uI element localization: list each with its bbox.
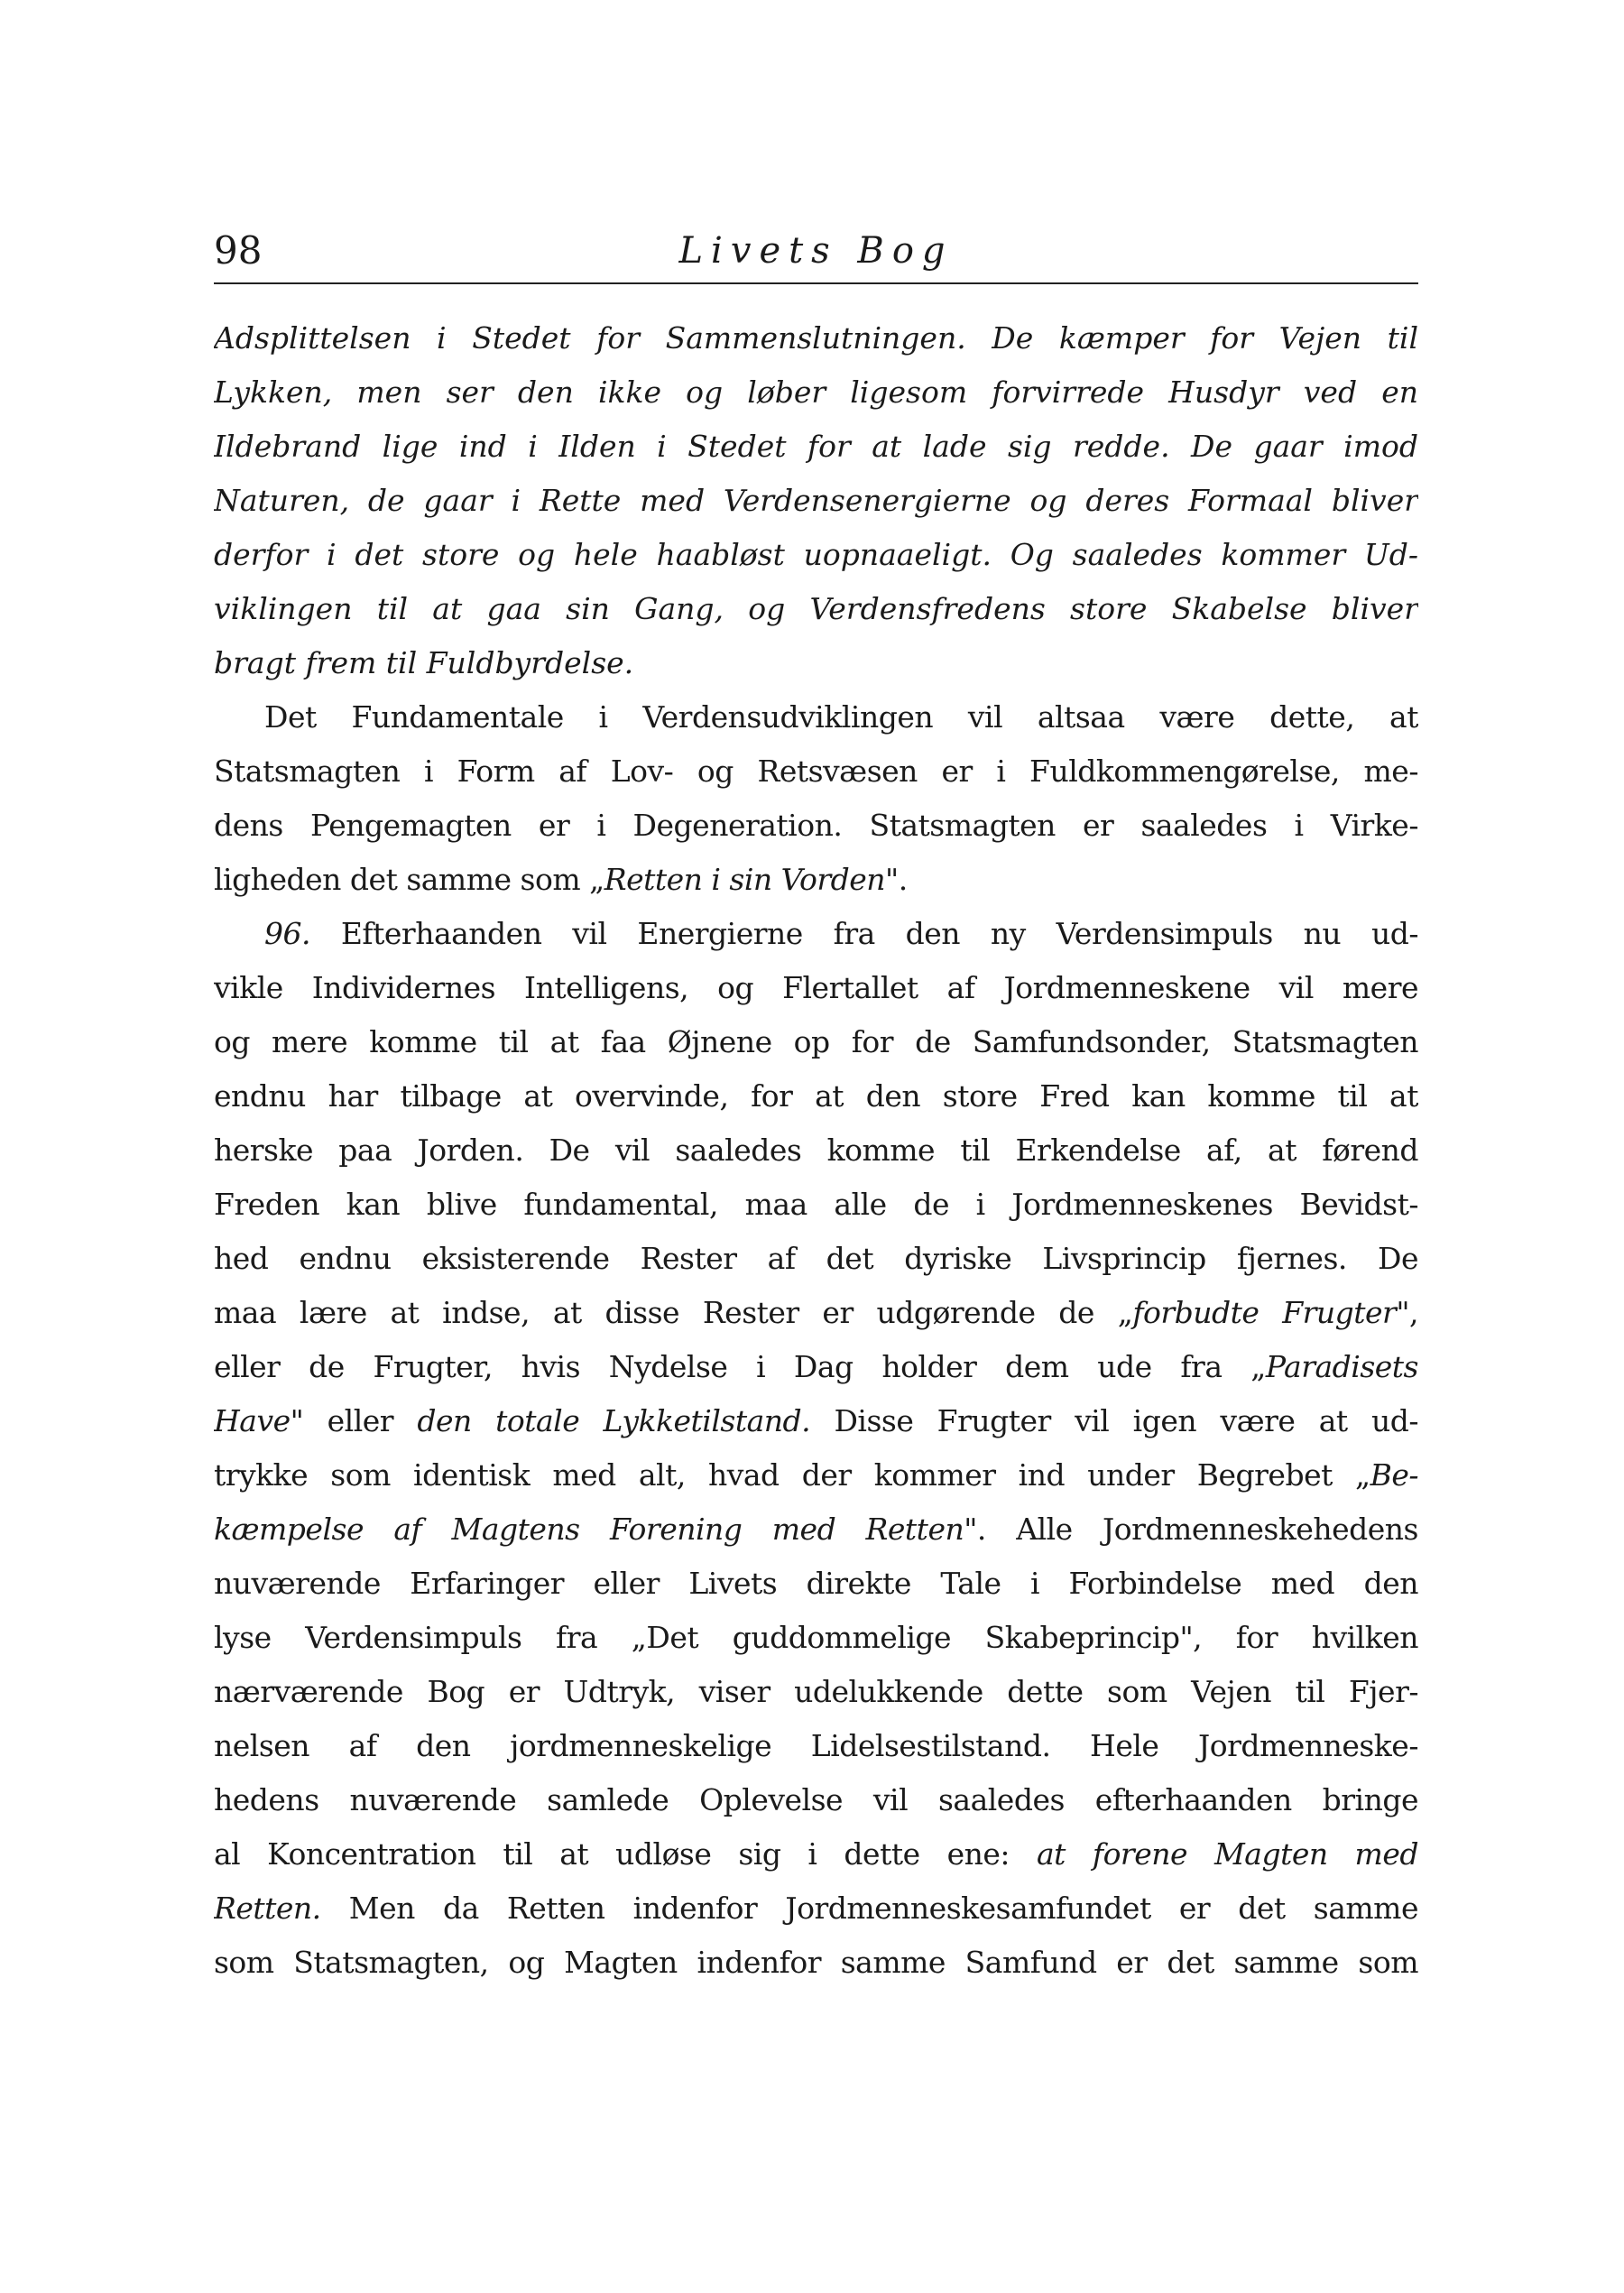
- header-rule: [214, 282, 1418, 284]
- text-line: [214, 690, 1418, 744]
- text-line: [214, 528, 1418, 582]
- body-text: [214, 311, 1418, 1990]
- text-line: [214, 744, 1418, 799]
- text-segment: Have: [214, 1403, 291, 1438]
- text-segment: endnu har tilbage at overvinde, for at den store Fred kan komme til at: [214, 1078, 1418, 1114]
- text-line: [214, 1773, 1418, 1827]
- text-segment: Retten.: [214, 1891, 321, 1926]
- text-line: [214, 1611, 1418, 1665]
- text-segment: kæmpelse af Magtens Forening med Retten: [214, 1512, 964, 1547]
- page-number: 98: [214, 228, 263, 273]
- text-segment: Disse Frugter vil igen være at ud-: [810, 1403, 1418, 1438]
- text-line: [214, 420, 1418, 474]
- text-segment: Retten i sin Vorden: [604, 862, 886, 897]
- text-line: [214, 1286, 1418, 1340]
- text-segment: derfor i det store og hele haabløst uopnaaeligt. Og saaledes kommer Ud-: [214, 537, 1418, 572]
- text-segment: hedens nuværende samlede Oplevelse vil saaledes efterhaanden bringe: [214, 1782, 1418, 1817]
- text-line: [214, 311, 1418, 365]
- text-line: [214, 907, 1418, 961]
- text-segment: den totale Lykketilstand.: [417, 1403, 811, 1438]
- text-segment: herske paa Jorden. De vil saaledes komme til Erkendelse af, at førend: [214, 1133, 1418, 1168]
- text-segment: bragt frem til Fuldbyrdelse.: [214, 645, 634, 680]
- text-segment: eller de Frugter, hvis Nydelse i Dag holder dem ude fra „: [214, 1349, 1266, 1384]
- text-segment: lyse Verdensimpuls fra „Det guddommelige Skabeprincip", for hvilken: [214, 1620, 1418, 1655]
- text-line: [214, 961, 1418, 1015]
- text-segment: Ildebrand lige ind i Ilden i Stedet for at lade sig redde. De gaar imod: [214, 429, 1418, 464]
- text-segment: nelsen af den jordmenneskelige Lidelsestilstand. Hele Jordmenneske-: [214, 1728, 1418, 1763]
- text-segment: Naturen, de gaar i Rette med Verdensenergierne og deres Formaal bliver: [214, 483, 1418, 518]
- text-segment: forbudte Frugter: [1132, 1295, 1397, 1330]
- text-segment: ". Alle Jordmenneskehedens: [964, 1512, 1418, 1547]
- text-segment: dens Pengemagten er i Degeneration. Statsmagten er saaledes i Virke-: [214, 808, 1418, 843]
- text-line: [214, 1069, 1418, 1123]
- text-segment: al Koncentration til at udløse sig i dette ene:: [214, 1836, 1037, 1872]
- text-segment: " eller: [290, 1403, 418, 1438]
- text-line: [214, 853, 1418, 907]
- text-segment: Statsmagten i Form af Lov- og Retsvæsen er i Fuldkommengørelse, me-: [214, 754, 1418, 789]
- text-line: [214, 1557, 1418, 1611]
- running-title: Livets Bog: [678, 230, 954, 272]
- text-line: [214, 1178, 1418, 1232]
- text-segment: nærværende Bog er Udtryk, viser udelukkende dette som Vejen til Fjer-: [214, 1674, 1418, 1709]
- text-segment: viklingen til at gaa sin Gang, og Verdensfredens store Skabelse bliver: [214, 591, 1418, 626]
- text-line: [214, 1719, 1418, 1773]
- text-segment: Men da Retten indenfor Jordmenneskesamfundet er det samme: [320, 1891, 1418, 1926]
- text-line: [214, 1502, 1418, 1557]
- text-segment: Be-: [1370, 1457, 1418, 1493]
- text-segment: hed endnu eksisterende Rester af det dyriske Livsprincip fjernes. De: [214, 1241, 1418, 1276]
- text-segment: Efterhaanden vil Energierne fra den ny Verdensimpuls nu ud-: [309, 916, 1418, 951]
- text-segment: maa lære at indse, at disse Rester er udgørende de „: [214, 1295, 1133, 1330]
- text-segment: nuværende Erfaringer eller Livets direkte Tale i Forbindelse med den: [214, 1566, 1418, 1601]
- section-number: 96.: [264, 916, 310, 951]
- text-line: [214, 1882, 1418, 1936]
- text-line: [214, 799, 1418, 853]
- text-line: [214, 582, 1418, 636]
- text-line: [214, 1123, 1418, 1178]
- text-segment: Lykken, men ser den ikke og løber ligesom forvirrede Husdyr ved en: [214, 374, 1418, 410]
- text-line: [214, 1448, 1418, 1502]
- text-segment: ".: [885, 862, 908, 897]
- text-segment: og mere komme til at faa Øjnene op for de Samfundsonder, Statsmagten: [214, 1024, 1418, 1059]
- text-line: [214, 1232, 1418, 1286]
- text-segment: Paradisets: [1265, 1349, 1418, 1384]
- text-segment: at forene Magten med: [1036, 1836, 1418, 1872]
- text-line: [214, 474, 1418, 528]
- text-line: [214, 1665, 1418, 1719]
- text-line: [214, 636, 1418, 690]
- text-line: [214, 1015, 1418, 1069]
- text-segment: Adsplittelsen i Stedet for Sammenslutningen. De kæmper for Vejen til: [214, 320, 1418, 356]
- text-segment: som Statsmagten, og Magten indenfor samme Samfund er det samme som: [214, 1945, 1418, 1980]
- text-segment: Freden kan blive fundamental, maa alle de i Jordmenneskenes Bevidst-: [214, 1187, 1418, 1222]
- text-segment: vikle Individernes Intelligens, og Flertallet af Jordmenneskene vil mere: [214, 970, 1418, 1005]
- text-line: [214, 1394, 1418, 1448]
- text-line: [214, 1827, 1418, 1882]
- text-segment: ligheden det samme som „: [214, 862, 604, 897]
- text-line: [214, 1936, 1418, 1990]
- running-head: [214, 224, 1418, 278]
- text-line: [214, 365, 1418, 420]
- text-segment: trykke som identisk med alt, hvad der kommer ind under Begrebet „: [214, 1457, 1370, 1493]
- text-segment: Det Fundamentale i Verdensudviklingen vil altsaa være dette, at: [264, 699, 1418, 735]
- text-line: [214, 1340, 1418, 1394]
- text-segment: ",: [1396, 1295, 1418, 1330]
